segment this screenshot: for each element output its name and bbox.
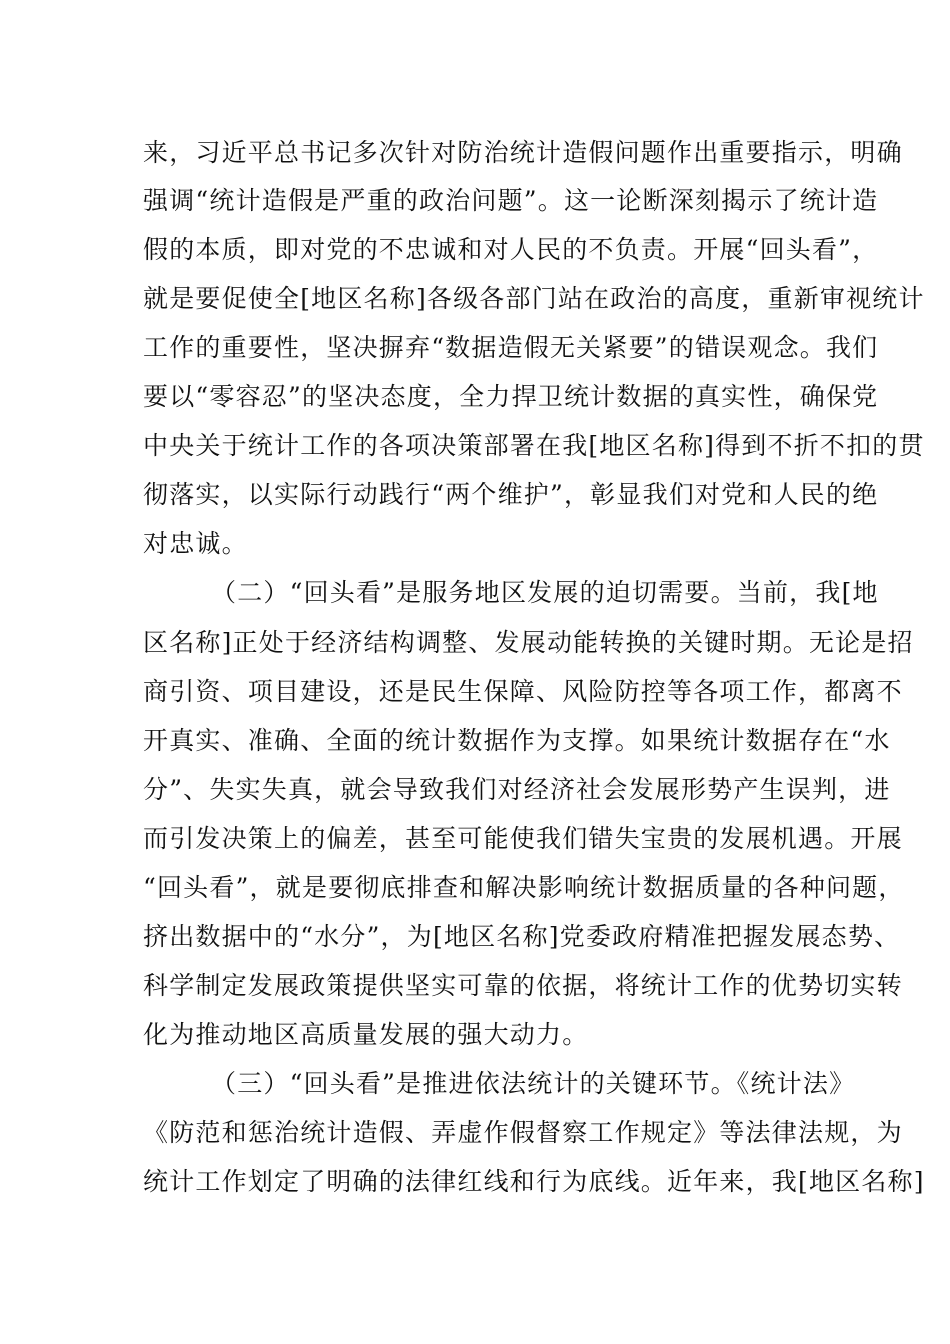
text-line: 强调“统计造假是严重的政治问题”。这一论断深刻揭示了统计造 <box>143 186 879 215</box>
text-line: 化为推动地区高质量发展的强大动力。 <box>143 1020 589 1049</box>
text-line: 彻落实，以实际行动践行“两个维护”，彰显我们对党和人民的绝 <box>143 480 879 509</box>
text-line: 商引资、项目建设，还是民生保障、风险防控等各项工作，都离不 <box>143 677 903 706</box>
text-line: 开真实、准确、全面的统计数据作为支撑。如果统计数据存在“水 <box>143 726 891 755</box>
text-line: 工作的重要性，坚决摒弃“数据造假无关紧要”的错误观念。我们 <box>143 333 879 362</box>
text-line: 要以“零容忍”的坚决态度，全力捍卫统计数据的真实性，确保党 <box>143 382 879 411</box>
text-line: 分”、失实失真，就会导致我们对经济社会发展形势产生误判，进 <box>143 775 891 804</box>
text-line: 区名称]正处于经济结构调整、发展动能转换的关键时期。无论是招 <box>143 628 914 657</box>
paragraph-heading-line: （三）“回头看”是推进依法统计的关键环节。《统计法》 <box>211 1069 856 1098</box>
text-line: 而引发决策上的偏差，甚至可能使我们错失宝贵的发展机遇。开展 <box>143 824 903 853</box>
text-line: 对忠诚。 <box>143 529 248 558</box>
text-line: “回头看”，就是要彻底排查和解决影响统计数据质量的各种问题， <box>143 873 905 902</box>
text-line: 《防范和惩治统计造假、弄虚作假督察工作规定》等法律法规，为 <box>143 1118 903 1147</box>
text-line: 假的本质，即对党的不忠诚和对人民的不负责。开展“回头看”， <box>143 235 879 264</box>
text-line: 科学制定发展政策提供坚实可靠的依据，将统计工作的优势切实转 <box>143 971 903 1000</box>
text-line: 统计工作划定了明确的法律红线和行为底线。近年来，我[地区名称] <box>143 1167 925 1196</box>
paragraph-heading-line: （二）“回头看”是服务地区发展的迫切需要。当前，我[地 <box>211 578 879 607</box>
text-line: 中央关于统计工作的各项决策部署在我[地区名称]得到不折不扣的贯 <box>143 431 925 460</box>
text-line: 来，习近平总书记多次针对防治统计造假问题作出重要指示，明确 <box>143 138 903 167</box>
text-line: 就是要促使全[地区名称]各级各部门站在政治的高度，重新审视统计 <box>143 284 925 313</box>
text-line: 挤出数据中的“水分”，为[地区名称]党委政府精准把握发展态势、 <box>143 922 901 951</box>
